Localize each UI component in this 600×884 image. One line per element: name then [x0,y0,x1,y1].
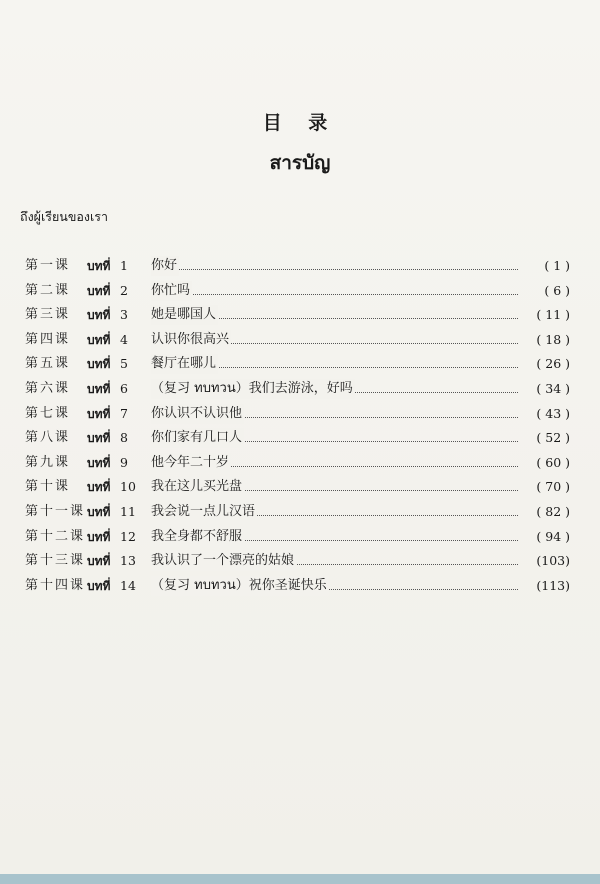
lesson-number: 3 [120,307,128,323]
lesson-number: 6 [120,380,128,396]
toc-row-12[interactable] [25,527,570,552]
lesson-title: 我会说一点儿汉语 [151,502,257,522]
toc-row-14[interactable] [25,576,570,601]
lesson-number-chinese: 第六课 [25,380,71,396]
dot-leader [151,269,518,270]
page-title-chinese: 目 录 [262,112,338,134]
page-number: ( 43 ) [536,405,570,421]
lesson-label-thai: บทที่ [87,578,111,593]
toc-row-13[interactable] [25,551,570,576]
page-number: ( 6 ) [544,282,570,298]
lesson-title: （复习 ทบทวน）我们去游泳，好吗 [151,379,355,399]
lesson-title: 你们家有几口人 [151,428,244,448]
lesson-label-thai: บทที่ [87,554,111,569]
lesson-label-thai: บทที่ [87,480,111,495]
lesson-number: 7 [120,405,128,421]
lesson-title: 餐厅在哪儿 [151,354,218,374]
lesson-number: 1 [120,258,128,273]
lesson-number-chinese: 第十四课 [25,577,86,593]
lesson-label-thai: บทที่ [87,357,111,372]
page-number: ( 52 ) [536,430,570,446]
page-number: ( 60 ) [536,454,570,470]
lesson-number: 10 [120,479,136,495]
lesson-number: 13 [120,553,136,569]
toc-row-9[interactable] [25,453,570,478]
lesson-label-thai: บทที่ [87,283,111,298]
page-number: ( 18 ) [536,331,570,347]
page-title-thai: สารบัญ [269,152,331,174]
lesson-number: 4 [120,331,128,347]
toc-row-8[interactable] [25,428,570,453]
lesson-number: 9 [120,454,128,470]
lesson-title: 你忙吗 [151,281,192,301]
page-number: ( 11 ) [536,307,570,323]
lesson-number: 8 [120,430,128,446]
toc-row-1[interactable] [25,256,570,281]
lesson-number-chinese: 第八课 [25,430,71,446]
lesson-title: 我在这儿买光盘 [151,477,244,497]
lesson-number-chinese: 第五课 [25,356,71,372]
lesson-number-chinese: 第三课 [25,307,71,323]
table-of-contents [25,256,570,600]
page-number: ( 94 ) [536,528,570,544]
page-bottom-edge [0,874,600,884]
lesson-number: 14 [120,577,136,593]
lesson-label-thai: บทที่ [87,529,111,544]
toc-row-5[interactable] [25,354,570,379]
page-number: (113) [536,577,570,593]
page-number: ( 82 ) [536,503,570,519]
toc-row-7[interactable] [25,404,570,429]
lesson-label-thai: บทที่ [87,406,111,421]
lesson-number-chinese: 第一课 [25,258,71,273]
lesson-number: 5 [120,356,128,372]
page-number: ( 26 ) [536,356,570,372]
page-number: ( 1 ) [544,258,570,273]
lesson-number-chinese: 第十课 [25,479,71,495]
toc-row-6[interactable] [25,379,570,404]
toc-row-4[interactable] [25,330,570,355]
lesson-title: 她是哪国人 [151,305,218,325]
lesson-number-chinese: 第九课 [25,454,71,470]
page-number: ( 70 ) [536,479,570,495]
lesson-title: 他今年二十岁 [151,453,231,473]
page-number: (103) [536,553,570,569]
lesson-number: 11 [120,503,136,519]
lesson-number-chinese: 第二课 [25,282,71,298]
lesson-label-thai: บทที่ [87,431,111,446]
lesson-label-thai: บทที่ [87,308,111,323]
lesson-label-thai: บทที่ [87,259,111,273]
preface-entry[interactable]: ถึงผู้เรียนของเรา [20,209,109,224]
lesson-number-chinese: 第十二课 [25,528,86,544]
lesson-label-thai: บทที่ [87,504,111,519]
toc-row-10[interactable] [25,477,570,502]
dot-leader [151,294,518,295]
lesson-title: 我全身都不舒服 [151,527,244,547]
lesson-title: 我认识了一个漂亮的姑娘 [151,551,296,571]
lesson-number: 2 [120,282,128,298]
lesson-label-thai: บทที่ [87,381,111,396]
toc-row-11[interactable] [25,502,570,527]
page-number: ( 34 ) [536,380,570,396]
lesson-number-chinese: 第十三课 [25,553,86,569]
lesson-label-thai: บทที่ [87,332,111,347]
toc-row-2[interactable] [25,281,570,306]
lesson-number: 12 [120,528,136,544]
lesson-number-chinese: 第四课 [25,331,71,347]
lesson-label-thai: บทที่ [87,455,111,470]
lesson-title: （复习 ทบทวน）祝你圣诞快乐 [151,576,329,596]
lesson-title: 你好 [151,256,179,276]
lesson-number-chinese: 第十一课 [25,503,86,519]
lesson-number-chinese: 第七课 [25,405,71,421]
toc-row-3[interactable] [25,305,570,330]
lesson-title: 你认识不认识他 [151,404,244,424]
lesson-title: 认识你很高兴 [151,330,231,350]
